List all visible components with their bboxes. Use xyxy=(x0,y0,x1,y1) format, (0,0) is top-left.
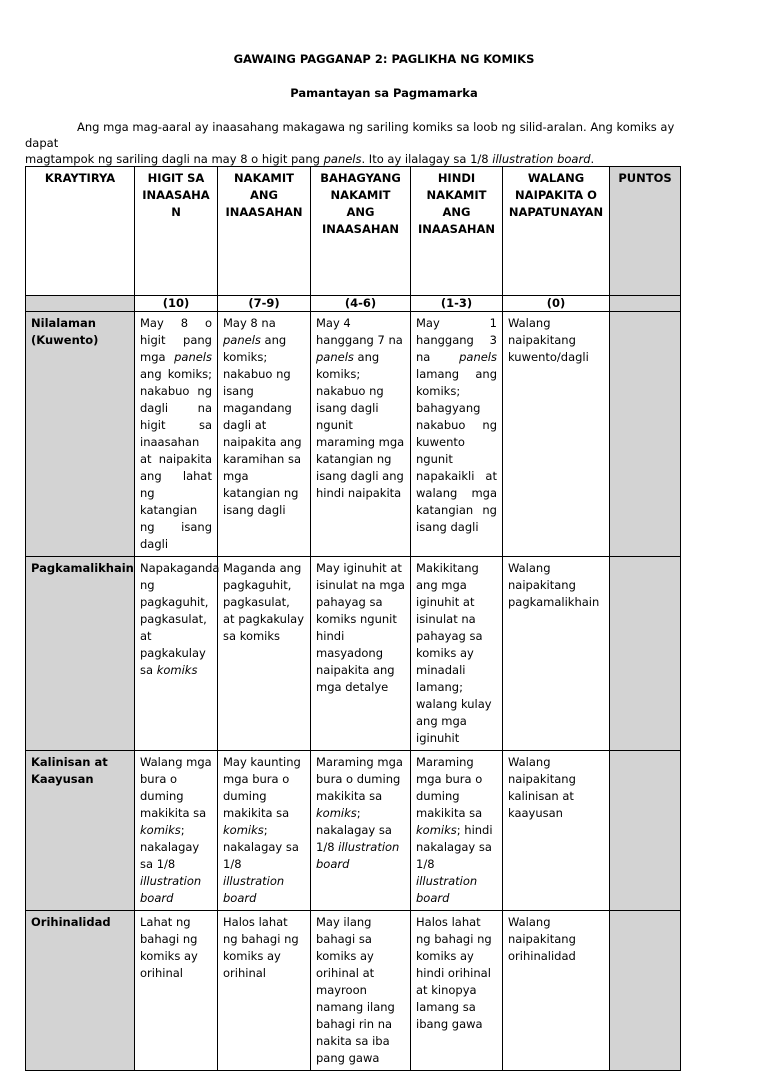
rubric-cell: May 1 hanggang 3 na panels lamang ang komiks; bahagyang nakabuo ng kuwento ngunit napakaikli at walang mga katangian ng isang dagli xyxy=(411,312,503,557)
rubric-cell: Halos lahat ng bahagi ng komiks ay hindi orihinal at kinopya lamang sa ibang gawa xyxy=(411,911,503,1071)
points-blank xyxy=(26,296,135,312)
puntos-cell xyxy=(610,911,681,1071)
points-puntos-blank xyxy=(610,296,681,312)
rubric-cell: Maraming mga bura o duming makikita sa komiks; hindi nakalagay sa 1/8 illustration board xyxy=(411,751,503,911)
puntos-cell xyxy=(610,751,681,911)
table-row xyxy=(26,751,681,911)
header-row xyxy=(26,167,681,296)
rubric-cell: Maganda ang pagkaguhit, pagkasulat, at pagkakulay sa komiks xyxy=(218,557,311,751)
header-puntos: PUNTOS xyxy=(610,167,681,296)
points-value: (0) xyxy=(503,296,610,312)
rubric-cell: May iginuhit at isinulat na mga pahayag sa komiks ngunit hindi masyadong naipakita ang mga detalye xyxy=(311,557,411,751)
document-subtitle: Pamantayan sa Pagmamarka xyxy=(290,86,478,100)
table-row xyxy=(26,911,681,1071)
points-value: (7-9) xyxy=(218,296,311,312)
criterion-kalinisan: Kalinisan at Kaayusan xyxy=(26,751,135,911)
table-row xyxy=(26,557,681,751)
header-hindi-nakamit: HINDI NAKAMIT ANG INAASAHAN xyxy=(411,167,503,296)
rubric-cell: May 8 na panels ang komiks; nakabuo ng isang magandang dagli at naipakita ang karamihan sa mga katangian ng isang dagli xyxy=(218,312,311,557)
criterion-orihinalidad: Orihinalidad xyxy=(26,911,135,1071)
rubric-cell: Lahat ng bahagi ng komiks ay orihinal xyxy=(135,911,218,1071)
header-kraytirya: KRAYTIRYA xyxy=(26,167,135,296)
table-row xyxy=(26,312,681,557)
rubric-cell: Walang naipakitang kalinisan at kaayusan xyxy=(503,751,610,911)
rubric-cell: Walang naipakitang pagkamalikhain xyxy=(503,557,610,751)
points-value: (4-6) xyxy=(311,296,411,312)
document-title: GAWAING PAGGANAP 2: PAGLIKHA NG KOMIKS xyxy=(233,52,535,66)
rubric-cell: May 4 hanggang 7 na panels ang komiks; nakabuo ng isang dagli ngunit maraming mga katangian ng isang dagli ang hindi naipakita xyxy=(311,312,411,557)
header-nakamit: NAKAMIT ANG INAASAHAN xyxy=(218,167,311,296)
rubric-cell: Walang naipakitang kuwento/dagli xyxy=(503,312,610,557)
rubric-cell: Napakaganda ng pagkaguhit, pagkasulat, at pagkakulay sa komiks xyxy=(135,557,218,751)
header-walang-naipakita: WALANG NAIPAKITA O NAPATUNAYAN xyxy=(503,167,610,296)
rubric-table xyxy=(25,166,681,1071)
rubric-cell: Walang mga bura o duming makikita sa komiks; nakalagay sa 1/8 illustration board xyxy=(135,751,218,911)
rubric-cell: Halos lahat ng bahagi ng komiks ay orihinal xyxy=(218,911,311,1071)
points-value: (10) xyxy=(135,296,218,312)
rubric-cell: May kaunting mga bura o duming makikita sa komiks; nakalagay sa 1/8 illustration board xyxy=(218,751,311,911)
points-value: (1-3) xyxy=(411,296,503,312)
puntos-cell xyxy=(610,312,681,557)
rubric-cell: May 8 o higit pang mga panels ang komiks; nakabuo ng dagli na higit sa inaasahan at naipakita ang lahat ng katangian ng isang dagli xyxy=(135,312,218,557)
intro-paragraph: Ang mga mag-aaral ay inaasahang makagawa ng sariling komiks sa loob ng silid-aralan. Ang komiks ay dapat magtampok ng sariling dagli na may 8 o higit pang panels. Ito ay ilalagay sa 1/8 illustration board. xyxy=(25,120,675,166)
header-higit-sa-inaasahan: HIGIT SA INAASAHA N xyxy=(135,167,218,296)
points-row xyxy=(26,296,681,312)
criterion-nilalaman: Nilalaman (Kuwento) xyxy=(26,312,135,557)
rubric-cell: Walang naipakitang orihinalidad xyxy=(503,911,610,1071)
header-bahagyang-nakamit: BAHAGYANG NAKAMIT ANG INAASAHAN xyxy=(311,167,411,296)
rubric-cell: Makikitang ang mga iginuhit at isinulat na pahayag sa komiks ay minadali lamang; walang kulay ang mga iginuhit xyxy=(411,557,503,751)
rubric-cell: Maraming mga bura o duming makikita sa komiks; nakalagay sa 1/8 illustration board xyxy=(311,751,411,911)
rubric-cell: May ilang bahagi sa komiks ay orihinal at mayroon namang ilang bahagi rin na nakita sa iba pang gawa xyxy=(311,911,411,1071)
criterion-pagkamalikhain: Pagkamalikhain xyxy=(26,557,135,751)
puntos-cell xyxy=(610,557,681,751)
